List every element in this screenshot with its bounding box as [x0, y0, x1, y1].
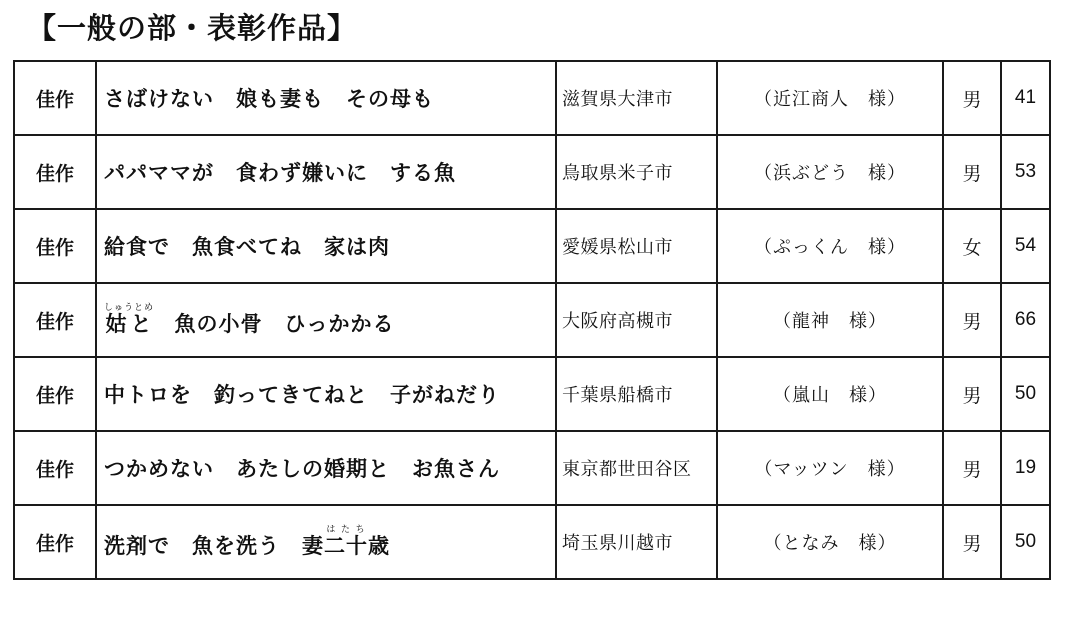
table-row — [14, 209, 1050, 283]
poem-text: 洗剤で 魚を洗う 妻 — [104, 532, 324, 558]
table-row — [14, 357, 1050, 431]
poem-cell — [96, 505, 556, 579]
gender-cell: 男 — [943, 61, 1001, 135]
gender-cell: 男 — [943, 505, 1001, 579]
ruby-base: 姑と — [104, 310, 155, 336]
age-cell: 41 — [1001, 61, 1050, 135]
pen-name-cell: （龍神 様） — [717, 283, 943, 357]
location-cell: 愛媛県松山市 — [556, 209, 717, 283]
ruby-reading: はたち — [324, 524, 368, 535]
poem-text: 魚の小骨 ひっかかる — [152, 310, 395, 336]
pen-name-cell: （嵐山 様） — [717, 357, 943, 431]
poem-cell: つかめない あたしの婚期と お魚さん — [96, 431, 556, 505]
poem-cell: 中トロを 釣ってきてねと 子がねだり — [96, 357, 556, 431]
pen-name-cell: （となみ 様） — [717, 505, 943, 579]
ruby-base: 二十 — [324, 532, 368, 558]
poem-ruby-word — [104, 302, 155, 336]
table-row — [14, 505, 1050, 579]
location-cell: 千葉県船橋市 — [556, 357, 717, 431]
table-row — [14, 135, 1050, 209]
poem-cell: 給食で 魚食べてね 家は肉 — [96, 209, 556, 283]
poem-cell: パパママが 食わず嫌いに する魚 — [96, 135, 556, 209]
location-cell: 鳥取県米子市 — [556, 135, 717, 209]
poem-text: 歳 — [368, 532, 390, 558]
pen-name-cell: （マッツン 様） — [717, 431, 943, 505]
age-cell: 50 — [1001, 357, 1050, 431]
pen-name-cell: （近江商人 様） — [717, 61, 943, 135]
gender-cell: 女 — [943, 209, 1001, 283]
location-cell: 滋賀県大津市 — [556, 61, 717, 135]
poem-cell: さばけない 娘も妻も その母も — [96, 61, 556, 135]
award-cell: 佳作 — [14, 357, 96, 431]
award-cell: 佳作 — [14, 135, 96, 209]
section-heading: 【一般の部・表彰作品】 — [27, 11, 358, 45]
gender-cell: 男 — [943, 431, 1001, 505]
age-cell: 66 — [1001, 283, 1050, 357]
age-cell: 19 — [1001, 431, 1050, 505]
table-row — [14, 431, 1050, 505]
poem-ruby-word — [324, 524, 368, 558]
award-cell: 佳作 — [14, 431, 96, 505]
poem-cell — [96, 283, 556, 357]
age-cell: 53 — [1001, 135, 1050, 209]
award-cell: 佳作 — [14, 209, 96, 283]
award-cell: 佳作 — [14, 61, 96, 135]
award-cell: 佳作 — [14, 505, 96, 579]
award-table — [13, 60, 1051, 580]
pen-name-cell: （浜ぶどう 様） — [717, 135, 943, 209]
gender-cell: 男 — [943, 283, 1001, 357]
location-cell: 埼玉県川越市 — [556, 505, 717, 579]
gender-cell: 男 — [943, 357, 1001, 431]
pen-name-cell: （ぷっくん 様） — [717, 209, 943, 283]
location-cell: 大阪府高槻市 — [556, 283, 717, 357]
location-cell: 東京都世田谷区 — [556, 431, 717, 505]
age-cell: 50 — [1001, 505, 1050, 579]
table-row — [14, 283, 1050, 357]
table-row — [14, 61, 1050, 135]
award-cell: 佳作 — [14, 283, 96, 357]
ruby-reading: しゅうとめ — [104, 302, 155, 313]
gender-cell: 男 — [943, 135, 1001, 209]
age-cell: 54 — [1001, 209, 1050, 283]
